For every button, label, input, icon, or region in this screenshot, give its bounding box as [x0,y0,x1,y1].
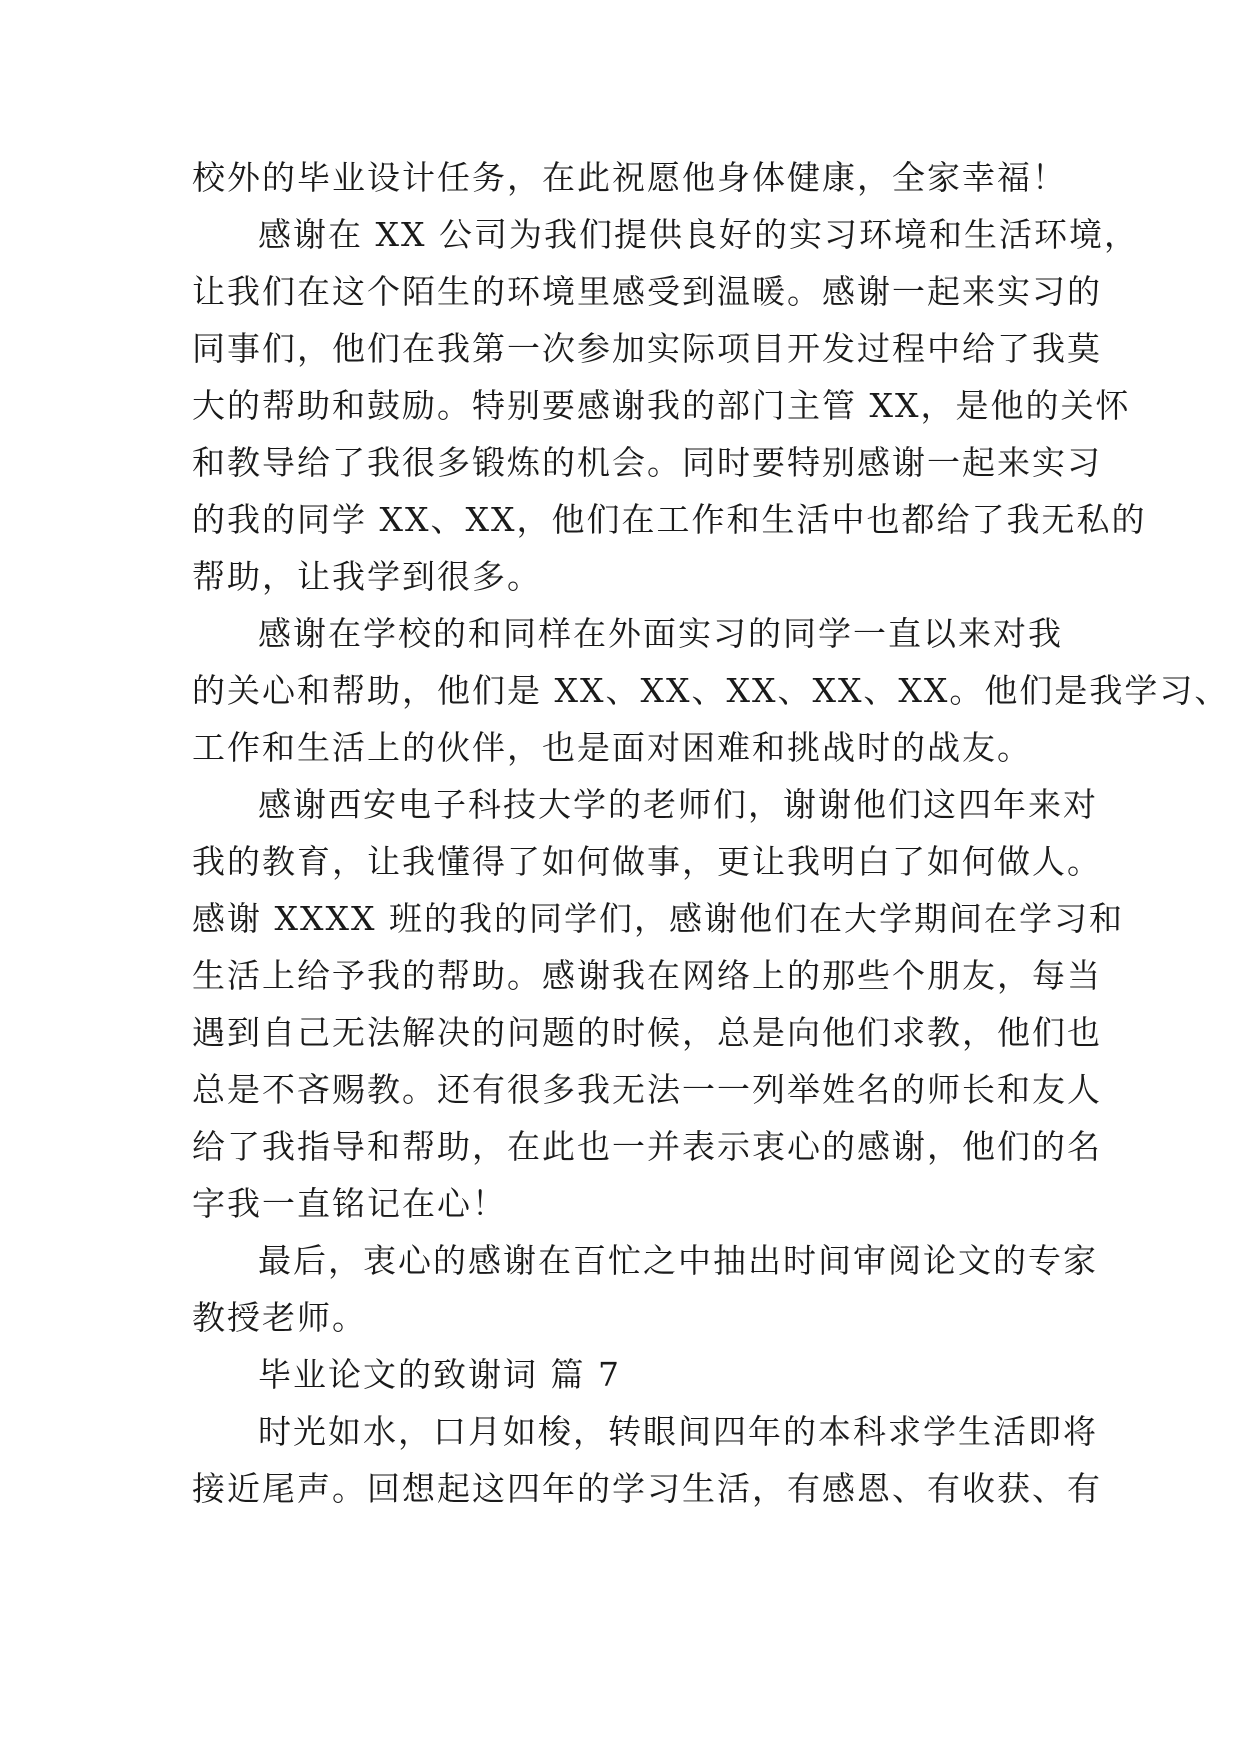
text-line: 帮助，让我学到很多。 [192,557,542,596]
text-line: 的关心和帮助，他们是 XX、XX、XX、XX、XX。他们是我学习、 [192,671,1230,710]
text-line: 最后，衷心的感谢在百忙之中抽出时间审阅论文的专家 [258,1241,1098,1280]
text-line: 时光如水，口月如梭，转眼间四年的本科求学生活即将 [258,1412,1098,1451]
text-line: 给了我指导和帮助，在此也一并表示衷心的感谢，他们的名 [192,1127,1102,1166]
text-line: 接近尾声。回想起这四年的学习生活，有感恩、有收获、有 [192,1469,1102,1508]
text-line: 遇到自己无法解决的问题的时候，总是向他们求教，他们也 [192,1013,1102,1052]
text-line: 感谢在学校的和同样在外面实习的同学一直以来对我 [258,614,1063,653]
text-line: 大的帮助和鼓励。特别要感谢我的部门主管 XX，是他的关怀 [192,386,1131,425]
text-line: 字我一直铭记在心！ [192,1184,507,1223]
section-heading: 毕业论文的致谢词 篇 7 [258,1355,621,1394]
text-line: 感谢西安电子科技大学的老师们，谢谢他们这四年来对 [258,785,1098,824]
text-line: 的我的同学 XX、XX，他们在工作和生活中也都给了我无私的 [192,500,1147,539]
text-line: 总是不吝赐教。还有很多我无法一一列举姓名的师长和友人 [192,1070,1102,1109]
text-line: 感谢在 XX 公司为我们提供良好的实习环境和生活环境， [258,215,1139,254]
text-line: 工作和生活上的伙伴，也是面对困难和挑战时的战友。 [192,728,1032,767]
text-line: 让我们在这个陌生的环境里感受到温暖。感谢一起来实习的 [192,272,1102,311]
text-line: 我的教育，让我懂得了如何做事，更让我明白了如何做人。 [192,842,1102,881]
text-line: 感谢 XXXX 班的我的同学们，感谢他们在大学期间在学习和 [192,899,1124,938]
text-line: 教授老师。 [192,1298,367,1337]
text-line: 生活上给予我的帮助。感谢我在网络上的那些个朋友，每当 [192,956,1102,995]
text-line: 校外的毕业设计任务，在此祝愿他身体健康，全家幸福！ [192,158,1067,197]
text-line: 同事们，他们在我第一次参加实际项目开发过程中给了我莫 [192,329,1102,368]
text-line: 和教导给了我很多锻炼的机会。同时要特别感谢一起来实习 [192,443,1102,482]
